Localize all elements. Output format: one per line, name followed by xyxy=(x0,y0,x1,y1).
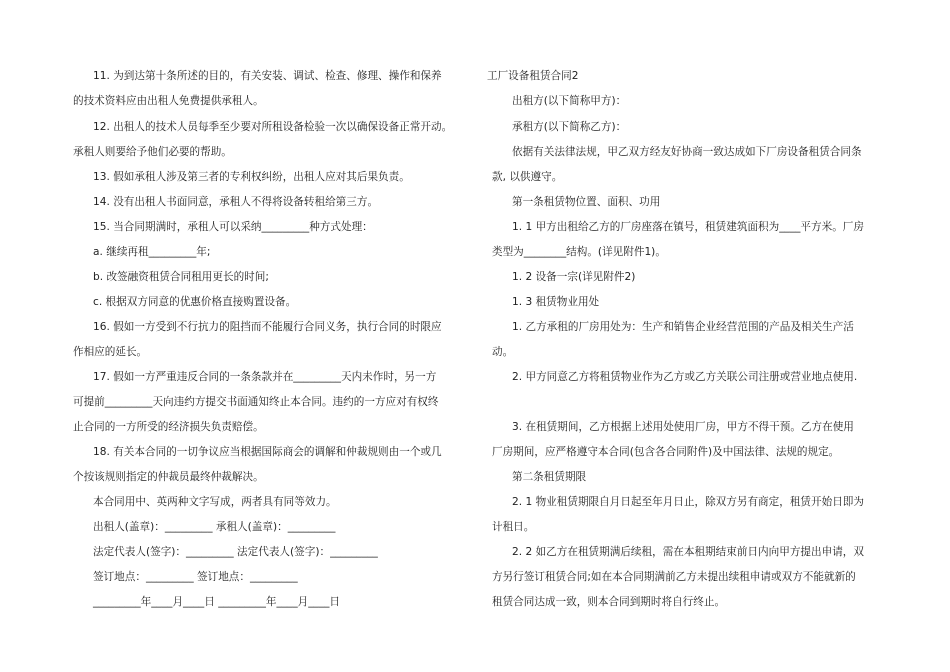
right-line: 1. 1 甲方出租给乙方的厂房座落在镇号，租赁建筑面积为____平方米。厂房 xyxy=(512,221,864,233)
right-line: 类型为________结构。(详见附件1)。 xyxy=(492,246,666,258)
left-line: _________年____月____日 _________年____月____日 xyxy=(93,596,341,608)
left-line: 的技术资料应由出租人免费提供承租人。 xyxy=(73,95,264,107)
right-line: 款, 以供遵守。 xyxy=(492,171,563,183)
left-line: 可提前_________天向违约方提交书面通知终止本合同。违约的一方应对有权终 xyxy=(73,396,439,408)
left-line: b. 改签融资租赁合同租用更长的时间; xyxy=(93,271,269,283)
right-line: 1. 3 租赁物业用处 xyxy=(512,296,600,308)
left-line: 18. 有关本合同的一切争议应当根据国际商会的调解和仲裁规则由一个或几 xyxy=(93,446,442,458)
left-line: 法定代表人(签字)：_________ 法定代表人(签字)：_________ xyxy=(93,546,378,558)
section-heading: 第一条租赁物位置、面积、功用 xyxy=(512,196,661,208)
right-line: 动。 xyxy=(492,346,514,358)
left-line: 14. 没有出租人书面同意，承租人不得将设备转租给第三方。 xyxy=(93,196,379,208)
left-line: 签订地点：_________ 签订地点：_________ xyxy=(93,571,298,583)
document-title: 工厂设备租赁合同2 xyxy=(487,70,579,82)
left-line: 作相应的延长。 xyxy=(73,346,148,358)
right-line: 方另行签订租赁合同;如在本合同期满前乙方未提出续租申请或双方不能就新的 xyxy=(492,571,856,583)
right-line: 出租方(以下简称甲方)： xyxy=(512,95,627,107)
left-line: 17. 假如一方严重违反合同的一条条款并在_________天内未作时，另一方 xyxy=(93,371,437,383)
right-line: 计租日。 xyxy=(492,521,535,533)
left-line: 止合同的一方所受的经济损失负责赔偿。 xyxy=(73,421,264,433)
right-line: 厂房期间，应严格遵守本合同(包含各合同附件)及中国法律、法规的规定。 xyxy=(492,446,840,458)
left-line: 承租人则要给予他们必要的帮助。 xyxy=(73,146,232,158)
right-line: 2. 甲方同意乙方将租赁物业作为乙方或乙方关联公司注册或营业地点使用. xyxy=(512,371,858,383)
left-line: 出租人(盖章)：_________ 承租人(盖章)：_________ xyxy=(93,521,336,533)
left-line: 15. 当合同期满时，承租人可以采纳_________种方式处理： xyxy=(93,221,373,233)
right-line: 2. 2 如乙方在租赁期满后续租，需在本租期结束前日内向甲方提出申请，双 xyxy=(512,546,864,558)
left-line: a. 继续再租_________年; xyxy=(93,246,211,258)
right-line: 1. 2 设备一宗(详见附件2) xyxy=(512,271,636,283)
left-line: 本合同用中、英两种文字写成，两者具有同等效力。 xyxy=(93,496,337,508)
section-heading: 第二条租赁期限 xyxy=(512,471,587,483)
left-line: 个按该规则指定的仲裁员最终仲裁解决。 xyxy=(73,471,264,483)
right-line: 3. 在租赁期间，乙方根据上述用处使用厂房，甲方不得干预。乙方在使用 xyxy=(512,421,854,433)
left-line: 12. 出租人的技术人员每季至少要对所租设备检验一次以确保设备正常开动。 xyxy=(93,121,453,133)
left-line: 16. 假如一方受到不行抗力的阻挡而不能履行合同义务，执行合同的时限应 xyxy=(93,321,442,333)
right-line: 承租方(以下简称乙方)： xyxy=(512,121,627,133)
left-line: c. 根据双方同意的优惠价格直接购置设备。 xyxy=(93,296,297,308)
left-line: 11. 为到达第十条所述的目的，有关安装、调试、检查、修理、操作和保养 xyxy=(93,70,442,82)
right-line: 1. 乙方承租的厂房用处为：生产和销售企业经营范围的产品及相关生产活 xyxy=(512,321,854,333)
right-line: 2. 1 物业租赁期限自月日起至年月日止，除双方另有商定，租赁开始日即为 xyxy=(512,496,864,508)
right-line: 依据有关法律法规，甲乙双方经友好协商一致达成如下厂房设备租赁合同条 xyxy=(512,146,862,158)
left-line: 13. 假如承租人涉及第三者的专利权纠纷，出租人应对其后果负责。 xyxy=(93,171,410,183)
right-line: 租赁合同达成一致，则本合同到期时将自行终止。 xyxy=(492,596,726,608)
